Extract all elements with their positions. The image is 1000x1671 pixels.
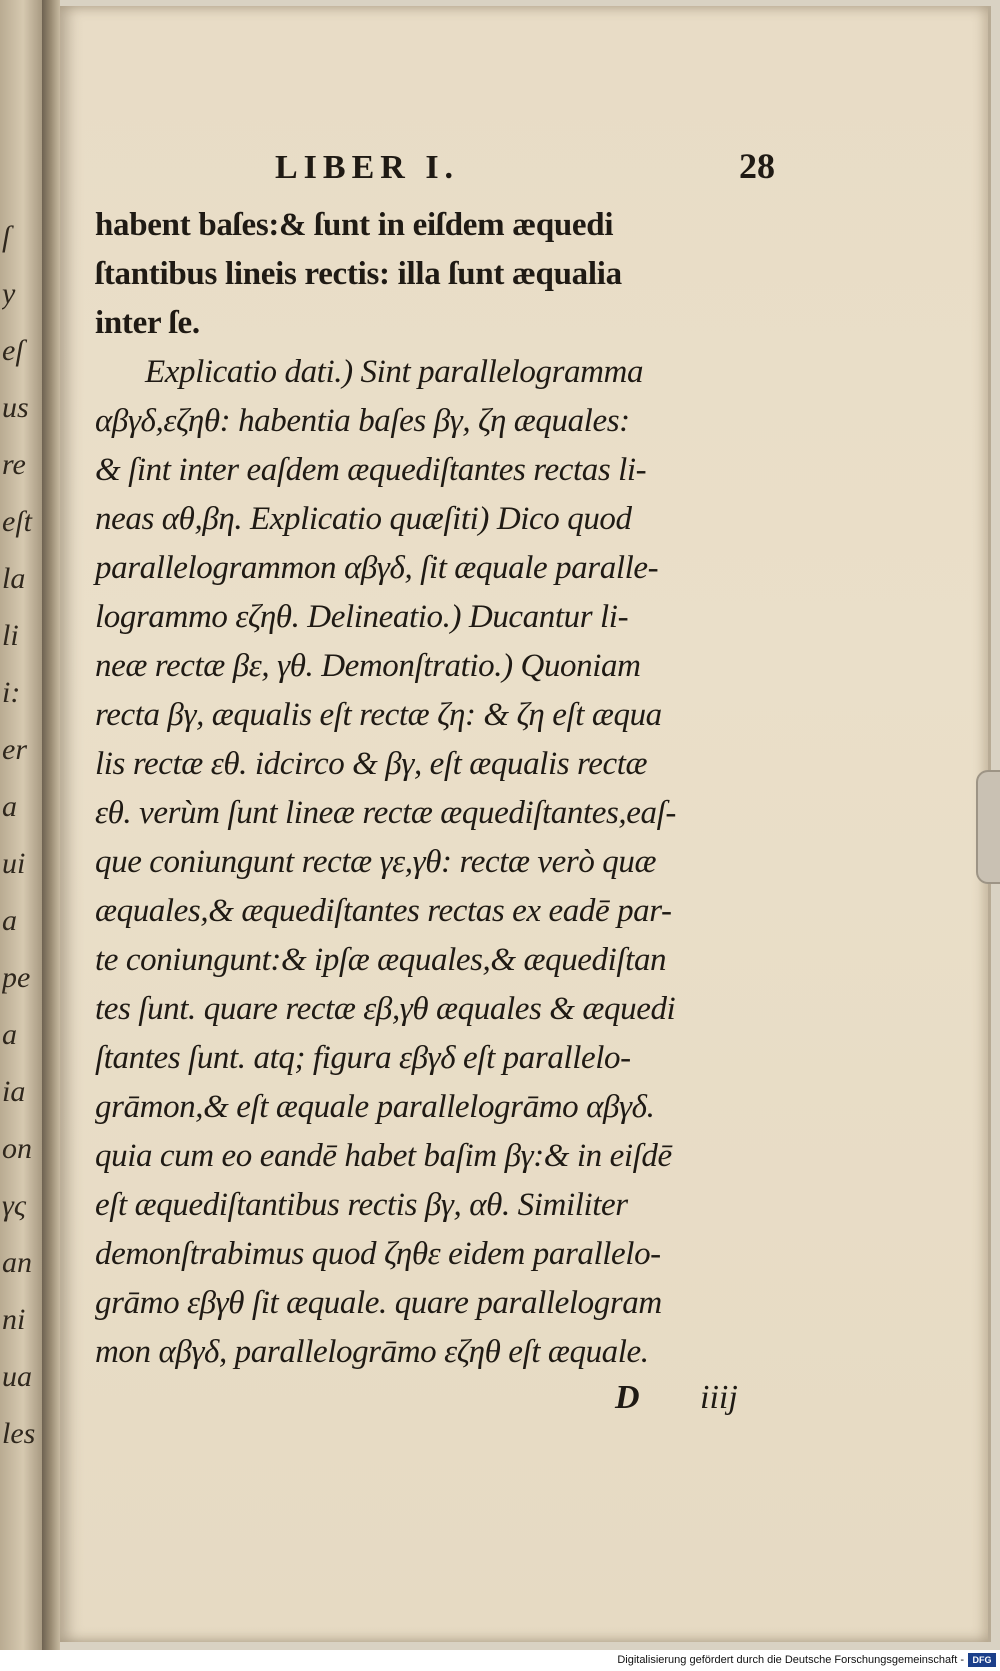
left-page-fragment: pe <box>2 961 31 994</box>
text-line: tes ſunt. quare rectæ εβ,γθ æquales & æquedi <box>95 991 676 1027</box>
text-line: & ſint inter eaſdem æquediſtantes rectas li- <box>95 452 647 488</box>
left-page-fragment: li <box>2 619 19 652</box>
left-page-fragment: on <box>2 1132 32 1165</box>
left-page-fragment: er <box>2 733 27 766</box>
text-line: Explicatio dati.) Sint parallelogramma <box>145 354 644 390</box>
text-line: æquales,& æquediſtantes rectas ex eadē par- <box>95 893 672 929</box>
text-line: logrammo εζηθ. Delineatio.) Ducantur li- <box>95 599 629 635</box>
left-page-fragment: ia <box>2 1075 26 1108</box>
left-page-fragment: ui <box>2 847 26 880</box>
body-text <box>95 201 805 1377</box>
text-line: grāmo εβγθ ſit æquale. quare parallelogram <box>95 1285 662 1321</box>
text-line: mon αβγδ, parallelogrāmo εζηθ eſt æquale. <box>95 1334 649 1370</box>
credit-text: Digitalisierung gefördert durch die Deutsche Forschungsgemeinschaft - <box>617 1654 964 1666</box>
signature-letter: D <box>615 1379 640 1416</box>
left-page-fragment: eſ <box>2 334 24 367</box>
text-line: εθ. verùm ſunt lineæ rectæ æquediſtantes,eaſ- <box>95 795 676 831</box>
text-line: te coniungunt:& ipſæ æquales,& æquediſtan <box>95 942 667 978</box>
left-page-fragment: la <box>2 562 26 595</box>
text-line: ſtantibus lineis rectis: illa ſunt æqualia <box>95 256 622 292</box>
text-line: quia cum eo eandē habet baſim βγ:& in eiſdē <box>95 1138 672 1174</box>
left-page-fragment: ſ <box>2 220 11 253</box>
left-page-fragment: us <box>2 391 29 424</box>
text-line: habent baſes:& ſunt in eiſdem æquedi <box>95 207 614 243</box>
left-page-fragment: ni <box>2 1303 26 1336</box>
signature-mark <box>95 1377 805 1427</box>
text-line: inter ſe. <box>95 305 200 341</box>
left-page-fragment: ua <box>2 1360 32 1393</box>
left-page-fragment: an <box>2 1246 32 1279</box>
signature-number: iiij <box>700 1379 738 1416</box>
text-line: ſtantes ſunt. atq; figura εβγδ eſt parallelo- <box>95 1040 631 1076</box>
text-line: αβγδ,εζηθ: habentia baſes βγ, ζη æquales: <box>95 403 630 439</box>
page-header <box>95 145 805 201</box>
book-gutter <box>42 0 60 1650</box>
digitization-credit-bar <box>0 1650 1000 1671</box>
text-line: recta βγ, æqualis eſt rectæ ζη: & ζη eſt æqua <box>95 697 662 733</box>
text-line: lis rectæ εθ. idcirco & βγ, eſt æqualis rectæ <box>95 746 648 782</box>
left-page-fragment: a <box>2 1018 17 1051</box>
running-head: LIBER I. <box>275 149 460 186</box>
dfg-logo-icon: DFG <box>968 1653 996 1667</box>
text-line: que coniungunt rectæ γε,γθ: rectæ verò quæ <box>95 844 657 880</box>
page-number: 28 <box>739 146 775 186</box>
page-text-block <box>95 145 805 1427</box>
left-page-fragment: a <box>2 904 17 937</box>
text-line: demonſtrabimus quod ζηθε eidem parallelo- <box>95 1236 661 1272</box>
text-line: grāmon,& eſt æquale parallelogrāmo αβγδ. <box>95 1089 655 1125</box>
left-page-fragment: eſt <box>2 505 32 538</box>
text-line: eſt æquediſtantibus rectis βγ, αθ. Similiter <box>95 1187 628 1223</box>
left-facing-page <box>0 0 42 1650</box>
left-page-fragment: i: <box>2 676 21 709</box>
page-clip-marker <box>976 770 1000 884</box>
text-line: neas αθ,βη. Explicatio quæſiti) Dico quod <box>95 501 632 537</box>
text-line: parallelogrammon αβγδ, ſit æquale paralle- <box>95 550 659 586</box>
left-page-fragment: a <box>2 790 17 823</box>
left-page-fragment: les <box>2 1417 36 1450</box>
left-page-fragment: re <box>2 448 26 481</box>
left-page-fragment: y <box>2 277 16 310</box>
left-page-fragment: γς <box>2 1189 26 1222</box>
text-line: neæ rectæ βε, γθ. Demonſtratio.) Quoniam <box>95 648 641 684</box>
